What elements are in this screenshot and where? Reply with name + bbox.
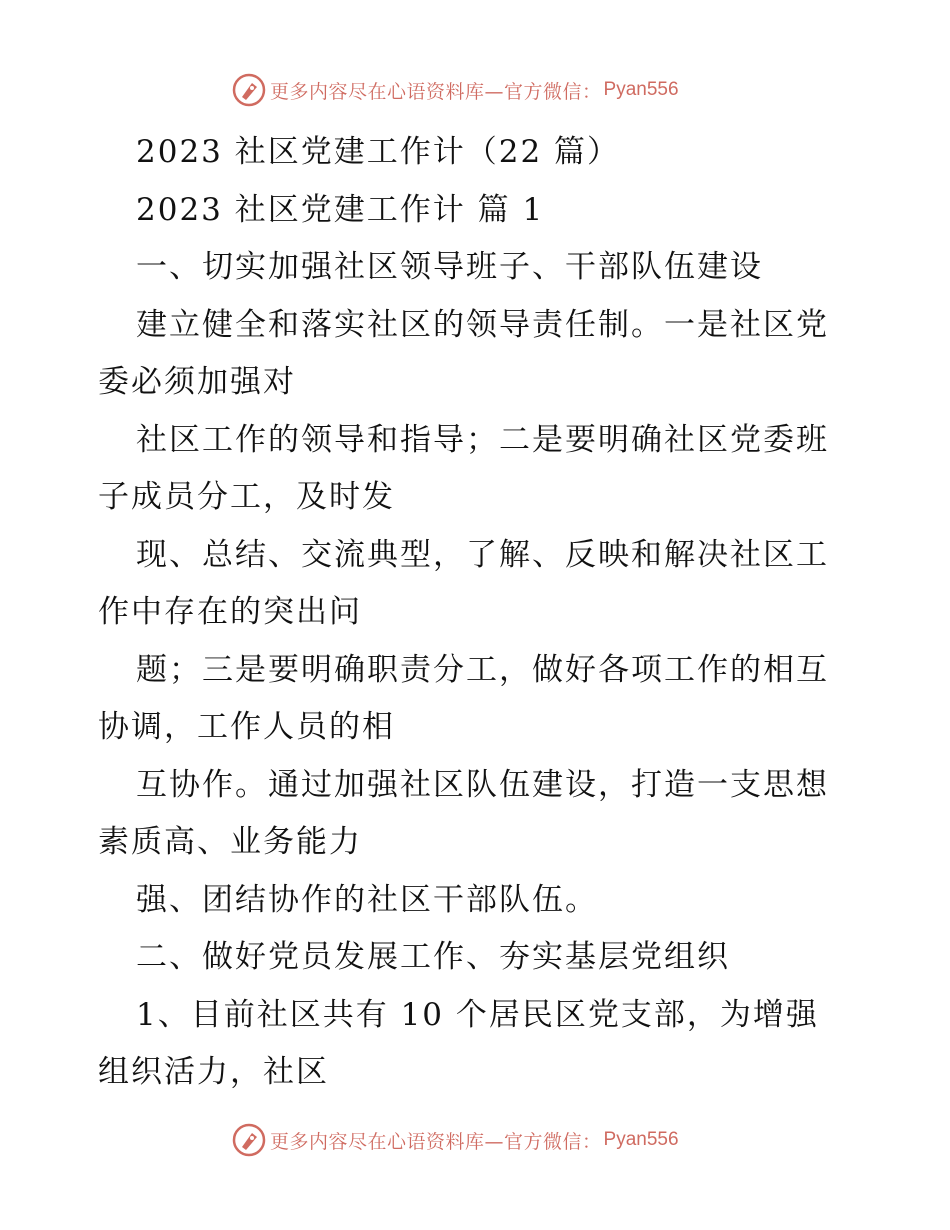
- watermark-wechat-id: Pyan556: [603, 79, 679, 100]
- watermark-banner-bottom: [232, 1120, 679, 1160]
- pen-nib-logo-icon: [232, 73, 266, 107]
- paragraph-line: 建立健全和落实社区的领导责任制。一是社区党: [136, 306, 829, 343]
- paragraph-line: 现、总结、交流典型，了解、反映和解决社区工: [136, 536, 829, 573]
- section-title: 2023 社区党建工作计 篇 1: [136, 191, 545, 228]
- paragraph-line: 协调，工作人员的相: [98, 709, 395, 745]
- paragraph-line: 强、团结协作的社区干部队伍。: [136, 881, 598, 918]
- pen-nib-logo-icon: [232, 1123, 266, 1157]
- watermark-text: 更多内容尽在心语资料库—官方微信：: [270, 1130, 602, 1153]
- heading-2: 二、做好党员发展工作、夯实基层党组织: [136, 939, 730, 975]
- heading-1: 一、切实加强社区领导班子、干部队伍建设: [136, 249, 763, 285]
- watermark-text: 更多内容尽在心语资料库—官方微信：: [270, 80, 602, 103]
- paragraph-line: 作中存在的突出问: [98, 594, 362, 630]
- paragraph-line: 题；三是要明确职责分工，做好各项工作的相互: [136, 651, 829, 688]
- paragraph-line: 互协作。通过加强社区队伍建设，打造一支思想: [136, 766, 829, 803]
- paragraph-line: 子成员分工，及时发: [98, 479, 395, 515]
- paragraph-line: 素质高、业务能力: [98, 824, 362, 860]
- document-body: [98, 124, 858, 1102]
- paragraph-line: 组织活力，社区: [98, 1054, 329, 1090]
- watermark-wechat-id: Pyan556: [603, 1129, 679, 1150]
- paragraph-line: 1、目前社区共有 10 个居民区党支部，为增强: [136, 996, 819, 1033]
- watermark-banner-top: [232, 70, 679, 110]
- document-title: 2023 社区党建工作计（22 篇）: [136, 134, 621, 170]
- paragraph-line: 委必须加强对: [98, 364, 296, 400]
- paragraph-line: 社区工作的领导和指导；二是要明确社区党委班: [136, 421, 829, 458]
